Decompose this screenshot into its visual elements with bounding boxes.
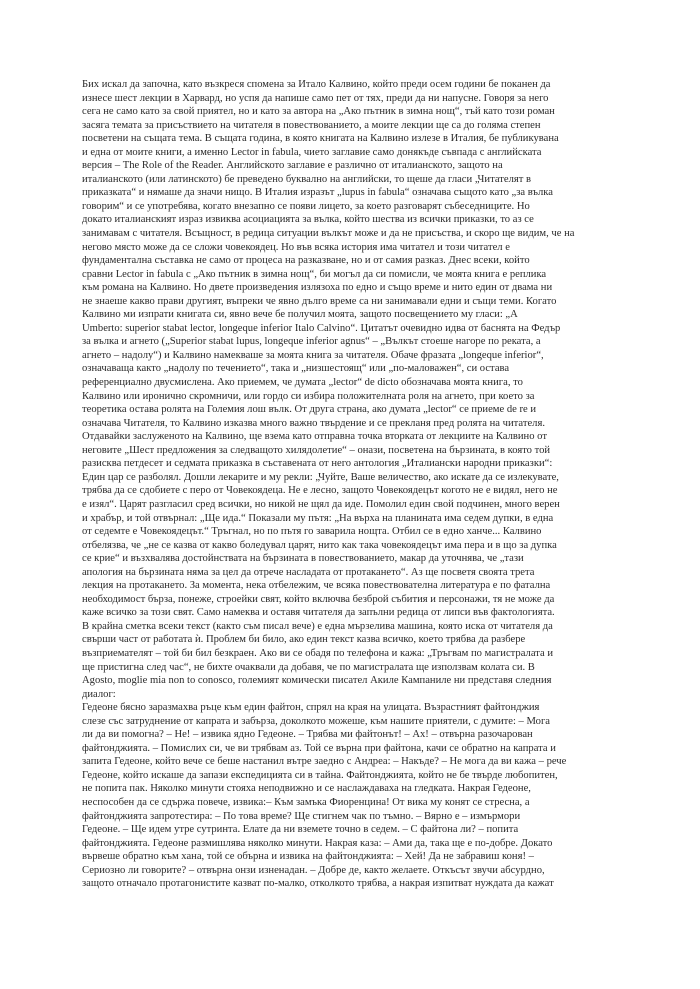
body-text: Бих искал да започна, като възкреся спомена за Итало Калвино, който преди осем години бе поканен да изнесе шест лекции в Харвард, но успя да напише само пет от тях, преди да ни напусне. Говоря за него сега не само като за свой приятел, но и като за автора на „Ако пътник в зимна нощ“, тъй като този роман засяга темата за присъствието на читателя в повествованието, а моите лекции ще са до голяма степен посветени на същата тема. В същата година, в която книгата на Калвино излезе в Италия, бе публикувана и една от моите книги, а именно Lector in fabula, чието заглавие само донякъде съвпада с английската версия – The Role of the Reader. Английското заглавие е различно от италианското, защото на италианското (или латинското) бе преведено буквално на английски, то щеше да гласи „Читателят в приказката“ и нямаше да значи нищо. В Италия изразът „lupus in fabula“ означава същото като „за вълка говорим“ и се употребява, когато внезапно се появи лицето, за което разговарят събеседниците. Но докато италианският израз извиква асоциацията за вълка, който шества из всички приказки, то аз се занимавам с читателя. Всъщност, в редица ситуации вълкът може и да не присъства, и скоро ще видим, че на негово място може да се сложи човекоядец. Но във всяка история има читател и този читател е фундаментална съставка не само от процеса на разказване, но и от самия разказ. Днес всеки, който сравни Lector in fabula с „Ако пътник в зимна нощ“, би могъл да си помисли, че моята книга е реплика към романа на Калвино. Но двете произведения излязоха по едно и също време и нито един от двама ни не знаеше какво прави другият, въпреки че явно дълго време са ни занимавали едни и същи теми. Когато Калвино ми изпрати книгата си, явно вече бе получил моята, защото посвещението му гласи: „A Umberto: superior stabat lector, longeque inferior Italo Calvino“. Цитатът очевидно идва от баснята на Федър за вълка и агнето („Superior stabat lupus, longeque inferior agnus“ – „Вълкът стоеше нагоре по реката, а агнето – надолу“) и Калвино намекваше за моята книга за читателя. Обаче фразата „longeque inferior“, означаваща както „надолу по течението“, така и „низшестоящ“ или „по-маловажен“, си остава референциално двусмислена. Ако приемем, че думата „lector“ de dicto обозначава моята книга, то Калвино или иронично скромничи, или гордо си избира положителната роля на агнето, при което за теоретика остава ролята на Големия лош вълк. От друга страна, ако думата „lector“ се приеме de re и означава Читателя, то Калвино изказва много важно твърдение и се прекланя пред ролята на читателя. Отдавайки заслуженото на Калвино, ще взема като отправна точка вторката от лекциите на Калвино от неговите „Шест предложения за следващото хилядолетие“ – онази, посветена на бързината, в която той разисква петдесет и седмата приказка в съставената от него антология „Италиански народни приказки“: Един цар се разболял. Дошли лекарите и му рекли: „Чуйте, Ваше величество, ако искате да се излекувате, трябва да се сдобиете с перо от Човекоядеца. Не е лесно, защото Човекоядецът когото не е видял, него не е изял“. Царят разгласил сред всички, но никой не щял да иде. Помолил един свой подчинен, много верен и храбър, и той отвърнал: „Ще ида.“ Показали му пътя: „На върха на планината има седем дупки, в една от седемте е Човекоядецът.“ Тръгнал, но по пътя го заварила нощта. Отбил се в едно ханче... Калвино отбелязва, че „не се казва от какво боледувал царят, нито как така човекоядецът има пера и в що за дупка се крие“ и възхвалява достойнствата на бързината в повествованието, макар да уточнява, че „тази апология на бързината няма за цел да отрече насладата от протакането“. Аз ще посветя своята трета лекция на протакането. За момента, нека отбележим, че всяка повествователна литература е по фатална необходимост бърза, понеже, строейки свят, който включва безброй събития и персонажи, тя не може да каже всичко за този свят. Само намеква и оставя читателя да запълни редица от липси във фактологията. В крайна сметка всеки текст (както съм писал вече) е една мързелива машина, която иска от читателя да свърши част от работата ѝ. Проблем би било, ако един текст казва всичко, което трябва да разбере възприемателят – той би бил безкраен. Ако ви се обадя по телефона и кажа: „Тръгвам по магистралата и ще пристигна след час“, не бихте очаквали да добавя, че по магистралата ще използвам колата си. В Agosto, moglie mia non to conosco, големият комически писател Акиле Кампаниле ни представя следния диалог: Гедеоне бясно заразмахва ръце към един файтон, спрял на края на улицата. Възрастният файтонджия слезе със затруднение от капрата и забърза, доколкото можеше, към нашите приятели, с думите: – Мога ли да ви помогна? – Не! – извика ядно Гедеоне. – Трябва ми файтонът! – Ах! – отвърна разочарован файтонджията. – Помислих си, че ви трябвам аз. Той се върна при файтона, качи се обратно на капрата и запита Гедеоне, който вече се беше настанил вътре заедно с Андреа: – Накъде? – Не мога да ви кажа – рече Гедеоне, който искаше да запази експедицията си в тайна. Файтонджията, който не бе твърде любопитен, не попита пак. Няколко минути стояха неподвижно и се наслаждаваха на гледката. Накрая Гедеоне, неспособен да се сдържа повече, извика:– Към замъка Фиоренцина! От вика му конят се стресна, а файтонджията запротестира: – По това време? Ще стигнем чак по тъмно. – Вярно е – измърмори Гедеоне. – Ще идем утре сутринта. Елате да ни вземете точно в седем. – С файтона ли? – попита файтонджията. Гедеоне размишлява няколко минути. Накрая каза: – Ами да, така ще е по-добре. Докато вървеше обратно към хана, той се обърна и извика на файтонджията: – Хей! Да не забравиш коня! – Сериозно ли говорите? – отвърна онзи изненадан. – Добре де, както желаете. Откъсът звучи абсурдно, защото отначало протагонистите казват по-малко, отколкото трябва, а накрая изпитват нуждата да кажат <box>82 79 575 890</box>
